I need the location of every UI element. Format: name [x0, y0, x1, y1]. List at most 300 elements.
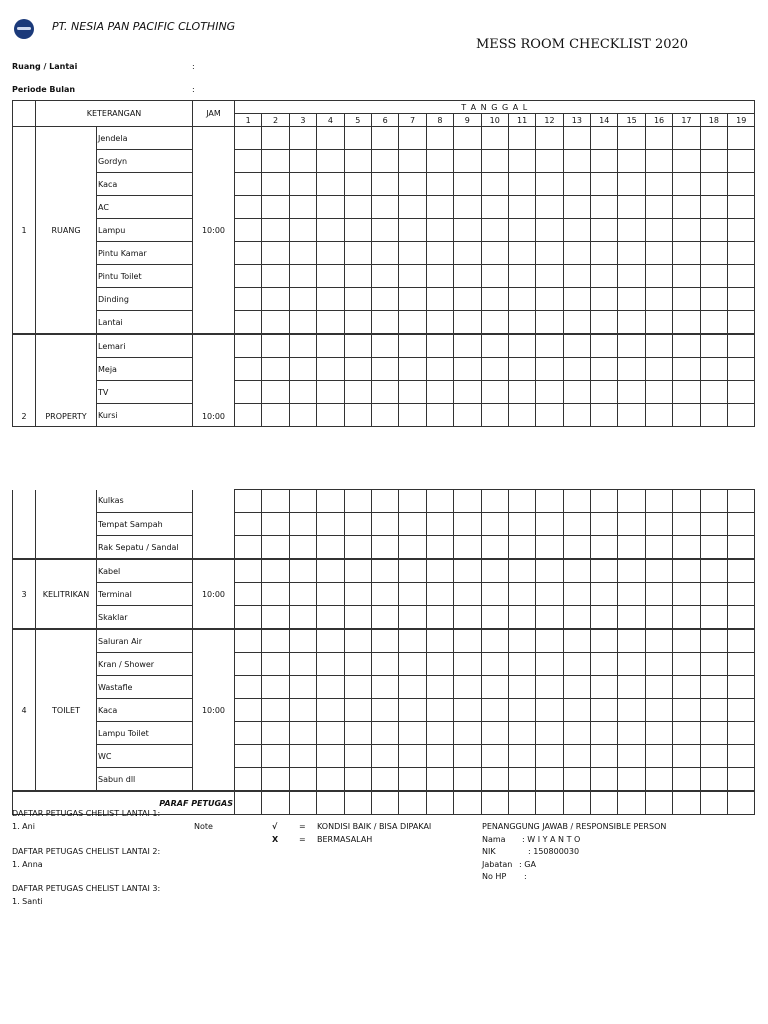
check-cell[interactable]	[344, 173, 371, 196]
check-cell[interactable]	[426, 334, 453, 358]
paraf-cell[interactable]	[289, 791, 316, 815]
check-cell[interactable]	[344, 334, 371, 358]
check-cell[interactable]	[481, 381, 508, 404]
check-cell[interactable]	[262, 265, 289, 288]
check-cell[interactable]	[700, 745, 727, 768]
check-cell[interactable]	[645, 653, 672, 676]
check-cell[interactable]	[536, 536, 563, 560]
check-cell[interactable]	[700, 513, 727, 536]
check-cell[interactable]	[344, 722, 371, 745]
check-cell[interactable]	[618, 629, 645, 653]
check-cell[interactable]	[344, 699, 371, 722]
check-cell[interactable]	[371, 334, 398, 358]
paraf-cell[interactable]	[563, 791, 590, 815]
check-cell[interactable]	[700, 242, 727, 265]
check-cell[interactable]	[508, 722, 535, 745]
check-cell[interactable]	[563, 699, 590, 722]
check-cell[interactable]	[618, 358, 645, 381]
check-cell[interactable]	[645, 127, 672, 150]
check-cell[interactable]	[728, 745, 755, 768]
check-cell[interactable]	[235, 127, 262, 150]
check-cell[interactable]	[344, 288, 371, 311]
check-cell[interactable]	[536, 334, 563, 358]
check-cell[interactable]	[481, 404, 508, 427]
check-cell[interactable]	[508, 745, 535, 768]
check-cell[interactable]	[344, 745, 371, 768]
check-cell[interactable]	[262, 490, 289, 513]
check-cell[interactable]	[481, 358, 508, 381]
check-cell[interactable]	[344, 219, 371, 242]
check-cell[interactable]	[371, 699, 398, 722]
check-cell[interactable]	[371, 559, 398, 583]
paraf-cell[interactable]	[426, 791, 453, 815]
check-cell[interactable]	[508, 676, 535, 699]
check-cell[interactable]	[508, 629, 535, 653]
check-cell[interactable]	[591, 358, 618, 381]
check-cell[interactable]	[728, 536, 755, 560]
check-cell[interactable]	[289, 150, 316, 173]
check-cell[interactable]	[700, 265, 727, 288]
check-cell[interactable]	[289, 288, 316, 311]
check-cell[interactable]	[262, 699, 289, 722]
check-cell[interactable]	[728, 265, 755, 288]
check-cell[interactable]	[618, 150, 645, 173]
check-cell[interactable]	[454, 265, 481, 288]
check-cell[interactable]	[289, 265, 316, 288]
check-cell[interactable]	[454, 629, 481, 653]
check-cell[interactable]	[344, 358, 371, 381]
check-cell[interactable]	[591, 606, 618, 630]
check-cell[interactable]	[235, 745, 262, 768]
check-cell[interactable]	[673, 676, 700, 699]
check-cell[interactable]	[289, 334, 316, 358]
check-cell[interactable]	[289, 653, 316, 676]
check-cell[interactable]	[399, 745, 426, 768]
check-cell[interactable]	[235, 606, 262, 630]
check-cell[interactable]	[454, 127, 481, 150]
check-cell[interactable]	[563, 150, 590, 173]
check-cell[interactable]	[563, 404, 590, 427]
check-cell[interactable]	[508, 536, 535, 560]
check-cell[interactable]	[399, 265, 426, 288]
check-cell[interactable]	[426, 150, 453, 173]
paraf-cell[interactable]	[536, 791, 563, 815]
check-cell[interactable]	[645, 288, 672, 311]
check-cell[interactable]	[618, 583, 645, 606]
check-cell[interactable]	[591, 699, 618, 722]
check-cell[interactable]	[235, 676, 262, 699]
check-cell[interactable]	[289, 490, 316, 513]
check-cell[interactable]	[673, 334, 700, 358]
check-cell[interactable]	[289, 242, 316, 265]
check-cell[interactable]	[618, 288, 645, 311]
check-cell[interactable]	[618, 768, 645, 792]
paraf-cell[interactable]	[728, 791, 755, 815]
check-cell[interactable]	[426, 196, 453, 219]
check-cell[interactable]	[591, 513, 618, 536]
check-cell[interactable]	[591, 150, 618, 173]
check-cell[interactable]	[235, 629, 262, 653]
check-cell[interactable]	[508, 583, 535, 606]
check-cell[interactable]	[508, 559, 535, 583]
check-cell[interactable]	[262, 722, 289, 745]
check-cell[interactable]	[481, 334, 508, 358]
check-cell[interactable]	[481, 583, 508, 606]
check-cell[interactable]	[700, 699, 727, 722]
check-cell[interactable]	[700, 583, 727, 606]
check-cell[interactable]	[591, 676, 618, 699]
check-cell[interactable]	[536, 381, 563, 404]
check-cell[interactable]	[317, 127, 344, 150]
check-cell[interactable]	[454, 606, 481, 630]
check-cell[interactable]	[289, 173, 316, 196]
check-cell[interactable]	[262, 559, 289, 583]
check-cell[interactable]	[618, 219, 645, 242]
check-cell[interactable]	[262, 404, 289, 427]
check-cell[interactable]	[235, 358, 262, 381]
check-cell[interactable]	[645, 745, 672, 768]
check-cell[interactable]	[728, 404, 755, 427]
check-cell[interactable]	[700, 559, 727, 583]
check-cell[interactable]	[536, 173, 563, 196]
check-cell[interactable]	[673, 381, 700, 404]
check-cell[interactable]	[536, 513, 563, 536]
check-cell[interactable]	[262, 745, 289, 768]
check-cell[interactable]	[426, 676, 453, 699]
check-cell[interactable]	[618, 653, 645, 676]
check-cell[interactable]	[371, 676, 398, 699]
check-cell[interactable]	[399, 606, 426, 630]
check-cell[interactable]	[262, 583, 289, 606]
check-cell[interactable]	[399, 490, 426, 513]
check-cell[interactable]	[289, 311, 316, 335]
check-cell[interactable]	[235, 288, 262, 311]
check-cell[interactable]	[344, 311, 371, 335]
check-cell[interactable]	[673, 404, 700, 427]
check-cell[interactable]	[426, 173, 453, 196]
check-cell[interactable]	[645, 404, 672, 427]
check-cell[interactable]	[454, 196, 481, 219]
check-cell[interactable]	[728, 288, 755, 311]
check-cell[interactable]	[454, 490, 481, 513]
check-cell[interactable]	[454, 173, 481, 196]
check-cell[interactable]	[262, 127, 289, 150]
check-cell[interactable]	[728, 242, 755, 265]
check-cell[interactable]	[645, 311, 672, 335]
check-cell[interactable]	[508, 699, 535, 722]
check-cell[interactable]	[508, 265, 535, 288]
paraf-cell[interactable]	[262, 791, 289, 815]
check-cell[interactable]	[563, 559, 590, 583]
check-cell[interactable]	[645, 629, 672, 653]
check-cell[interactable]	[481, 629, 508, 653]
check-cell[interactable]	[618, 676, 645, 699]
check-cell[interactable]	[508, 768, 535, 792]
check-cell[interactable]	[426, 127, 453, 150]
check-cell[interactable]	[508, 490, 535, 513]
check-cell[interactable]	[728, 513, 755, 536]
check-cell[interactable]	[426, 288, 453, 311]
check-cell[interactable]	[317, 490, 344, 513]
check-cell[interactable]	[399, 219, 426, 242]
check-cell[interactable]	[563, 583, 590, 606]
check-cell[interactable]	[454, 768, 481, 792]
check-cell[interactable]	[591, 490, 618, 513]
check-cell[interactable]	[344, 559, 371, 583]
check-cell[interactable]	[454, 583, 481, 606]
check-cell[interactable]	[728, 629, 755, 653]
check-cell[interactable]	[371, 127, 398, 150]
check-cell[interactable]	[673, 629, 700, 653]
check-cell[interactable]	[481, 219, 508, 242]
check-cell[interactable]	[536, 768, 563, 792]
check-cell[interactable]	[563, 745, 590, 768]
check-cell[interactable]	[645, 150, 672, 173]
check-cell[interactable]	[235, 196, 262, 219]
check-cell[interactable]	[673, 745, 700, 768]
check-cell[interactable]	[618, 404, 645, 427]
check-cell[interactable]	[426, 745, 453, 768]
check-cell[interactable]	[481, 768, 508, 792]
check-cell[interactable]	[536, 490, 563, 513]
check-cell[interactable]	[728, 219, 755, 242]
check-cell[interactable]	[344, 196, 371, 219]
paraf-cell[interactable]	[618, 791, 645, 815]
check-cell[interactable]	[591, 536, 618, 560]
check-cell[interactable]	[399, 768, 426, 792]
check-cell[interactable]	[289, 513, 316, 536]
check-cell[interactable]	[618, 606, 645, 630]
check-cell[interactable]	[563, 196, 590, 219]
check-cell[interactable]	[508, 127, 535, 150]
check-cell[interactable]	[591, 722, 618, 745]
check-cell[interactable]	[673, 490, 700, 513]
check-cell[interactable]	[317, 699, 344, 722]
check-cell[interactable]	[262, 381, 289, 404]
check-cell[interactable]	[618, 513, 645, 536]
check-cell[interactable]	[508, 606, 535, 630]
check-cell[interactable]	[508, 173, 535, 196]
check-cell[interactable]	[673, 358, 700, 381]
check-cell[interactable]	[399, 404, 426, 427]
check-cell[interactable]	[344, 536, 371, 560]
check-cell[interactable]	[289, 381, 316, 404]
check-cell[interactable]	[481, 745, 508, 768]
check-cell[interactable]	[426, 559, 453, 583]
check-cell[interactable]	[536, 559, 563, 583]
check-cell[interactable]	[317, 173, 344, 196]
check-cell[interactable]	[536, 196, 563, 219]
check-cell[interactable]	[289, 196, 316, 219]
check-cell[interactable]	[426, 653, 453, 676]
check-cell[interactable]	[728, 490, 755, 513]
check-cell[interactable]	[700, 381, 727, 404]
check-cell[interactable]	[344, 242, 371, 265]
check-cell[interactable]	[235, 334, 262, 358]
check-cell[interactable]	[563, 127, 590, 150]
check-cell[interactable]	[399, 536, 426, 560]
check-cell[interactable]	[235, 381, 262, 404]
check-cell[interactable]	[399, 242, 426, 265]
check-cell[interactable]	[728, 173, 755, 196]
check-cell[interactable]	[317, 768, 344, 792]
check-cell[interactable]	[235, 490, 262, 513]
check-cell[interactable]	[426, 311, 453, 335]
check-cell[interactable]	[344, 127, 371, 150]
check-cell[interactable]	[536, 606, 563, 630]
check-cell[interactable]	[673, 768, 700, 792]
check-cell[interactable]	[262, 536, 289, 560]
check-cell[interactable]	[536, 288, 563, 311]
check-cell[interactable]	[508, 381, 535, 404]
check-cell[interactable]	[700, 311, 727, 335]
check-cell[interactable]	[536, 745, 563, 768]
check-cell[interactable]	[399, 311, 426, 335]
check-cell[interactable]	[289, 219, 316, 242]
check-cell[interactable]	[673, 265, 700, 288]
check-cell[interactable]	[371, 404, 398, 427]
check-cell[interactable]	[673, 311, 700, 335]
check-cell[interactable]	[235, 699, 262, 722]
check-cell[interactable]	[700, 490, 727, 513]
check-cell[interactable]	[371, 173, 398, 196]
check-cell[interactable]	[563, 288, 590, 311]
check-cell[interactable]	[591, 768, 618, 792]
check-cell[interactable]	[426, 699, 453, 722]
check-cell[interactable]	[645, 559, 672, 583]
check-cell[interactable]	[618, 196, 645, 219]
check-cell[interactable]	[399, 676, 426, 699]
check-cell[interactable]	[399, 722, 426, 745]
check-cell[interactable]	[399, 699, 426, 722]
check-cell[interactable]	[317, 196, 344, 219]
paraf-cell[interactable]	[508, 791, 535, 815]
check-cell[interactable]	[454, 676, 481, 699]
check-cell[interactable]	[454, 559, 481, 583]
check-cell[interactable]	[454, 358, 481, 381]
check-cell[interactable]	[673, 196, 700, 219]
check-cell[interactable]	[289, 768, 316, 792]
check-cell[interactable]	[563, 219, 590, 242]
check-cell[interactable]	[454, 699, 481, 722]
check-cell[interactable]	[481, 536, 508, 560]
check-cell[interactable]	[728, 676, 755, 699]
check-cell[interactable]	[645, 334, 672, 358]
check-cell[interactable]	[728, 381, 755, 404]
check-cell[interactable]	[563, 265, 590, 288]
check-cell[interactable]	[262, 219, 289, 242]
check-cell[interactable]	[262, 676, 289, 699]
check-cell[interactable]	[289, 559, 316, 583]
check-cell[interactable]	[618, 490, 645, 513]
check-cell[interactable]	[371, 311, 398, 335]
check-cell[interactable]	[262, 288, 289, 311]
paraf-cell[interactable]	[344, 791, 371, 815]
check-cell[interactable]	[481, 559, 508, 583]
check-cell[interactable]	[508, 196, 535, 219]
check-cell[interactable]	[645, 536, 672, 560]
check-cell[interactable]	[344, 606, 371, 630]
check-cell[interactable]	[645, 722, 672, 745]
paraf-cell[interactable]	[235, 791, 262, 815]
check-cell[interactable]	[235, 513, 262, 536]
check-cell[interactable]	[536, 358, 563, 381]
check-cell[interactable]	[317, 242, 344, 265]
check-cell[interactable]	[317, 536, 344, 560]
check-cell[interactable]	[536, 583, 563, 606]
check-cell[interactable]	[235, 242, 262, 265]
check-cell[interactable]	[563, 311, 590, 335]
check-cell[interactable]	[454, 745, 481, 768]
check-cell[interactable]	[317, 653, 344, 676]
check-cell[interactable]	[454, 334, 481, 358]
check-cell[interactable]	[289, 536, 316, 560]
check-cell[interactable]	[645, 583, 672, 606]
check-cell[interactable]	[235, 722, 262, 745]
check-cell[interactable]	[700, 127, 727, 150]
check-cell[interactable]	[454, 381, 481, 404]
check-cell[interactable]	[481, 513, 508, 536]
check-cell[interactable]	[344, 265, 371, 288]
check-cell[interactable]	[563, 381, 590, 404]
check-cell[interactable]	[426, 381, 453, 404]
check-cell[interactable]	[262, 196, 289, 219]
check-cell[interactable]	[235, 768, 262, 792]
check-cell[interactable]	[317, 629, 344, 653]
check-cell[interactable]	[563, 653, 590, 676]
check-cell[interactable]	[563, 629, 590, 653]
check-cell[interactable]	[262, 173, 289, 196]
check-cell[interactable]	[262, 606, 289, 630]
check-cell[interactable]	[426, 358, 453, 381]
check-cell[interactable]	[563, 722, 590, 745]
check-cell[interactable]	[454, 722, 481, 745]
check-cell[interactable]	[235, 559, 262, 583]
check-cell[interactable]	[618, 334, 645, 358]
check-cell[interactable]	[508, 334, 535, 358]
check-cell[interactable]	[481, 722, 508, 745]
check-cell[interactable]	[591, 127, 618, 150]
check-cell[interactable]	[700, 196, 727, 219]
check-cell[interactable]	[508, 242, 535, 265]
check-cell[interactable]	[591, 381, 618, 404]
check-cell[interactable]	[618, 242, 645, 265]
check-cell[interactable]	[371, 722, 398, 745]
check-cell[interactable]	[344, 676, 371, 699]
check-cell[interactable]	[591, 242, 618, 265]
check-cell[interactable]	[618, 536, 645, 560]
check-cell[interactable]	[536, 404, 563, 427]
check-cell[interactable]	[700, 150, 727, 173]
check-cell[interactable]	[728, 583, 755, 606]
check-cell[interactable]	[371, 629, 398, 653]
check-cell[interactable]	[481, 288, 508, 311]
check-cell[interactable]	[728, 606, 755, 630]
check-cell[interactable]	[371, 196, 398, 219]
check-cell[interactable]	[563, 173, 590, 196]
check-cell[interactable]	[508, 311, 535, 335]
check-cell[interactable]	[536, 150, 563, 173]
check-cell[interactable]	[399, 559, 426, 583]
paraf-cell[interactable]	[371, 791, 398, 815]
check-cell[interactable]	[317, 676, 344, 699]
check-cell[interactable]	[700, 629, 727, 653]
check-cell[interactable]	[508, 288, 535, 311]
check-cell[interactable]	[563, 606, 590, 630]
paraf-cell[interactable]	[481, 791, 508, 815]
check-cell[interactable]	[262, 653, 289, 676]
check-cell[interactable]	[645, 768, 672, 792]
